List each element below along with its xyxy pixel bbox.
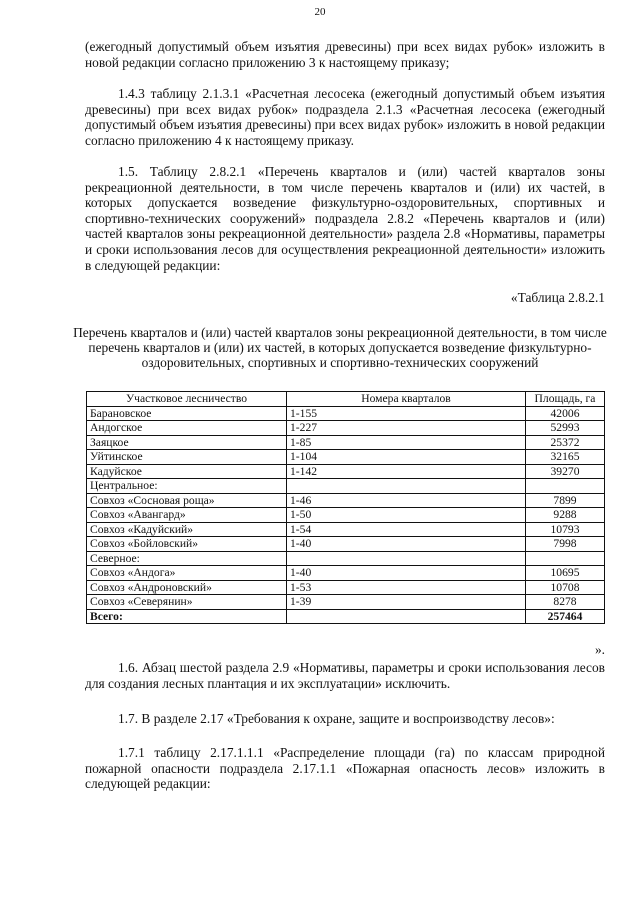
cell-forestry: Совхоз «Бойловский» xyxy=(87,537,287,552)
cell-forestry: Совхоз «Андога» xyxy=(87,566,287,581)
cell-forestry: Северное: xyxy=(87,551,287,566)
table-title: Перечень кварталов и (или) частей кварталов зоны рекреационной деятельности, в том числе перечень кварталов и (или) их частей, в которых допускается возведение физкультурно-оздоровительных, спортивных и спортивно-технических сооружений xyxy=(73,325,607,370)
recreation-quarters-table xyxy=(86,391,605,624)
cell-quarters: 1-104 xyxy=(287,450,526,465)
cell-forestry: Барановское xyxy=(87,406,287,421)
table-row xyxy=(87,406,605,421)
total-label: Всего: xyxy=(87,609,287,624)
cell-area: 7899 xyxy=(526,493,605,508)
cell-forestry: Совхоз «Андроновский» xyxy=(87,580,287,595)
cell-quarters xyxy=(287,551,526,566)
table-row xyxy=(87,421,605,436)
header-area: Площадь, га xyxy=(526,392,605,407)
cell-area: 9288 xyxy=(526,508,605,523)
table-row xyxy=(87,435,605,450)
cell-area: 32165 xyxy=(526,450,605,465)
cell-forestry: Совхоз «Северянин» xyxy=(87,595,287,610)
cell-quarters: 1-53 xyxy=(287,580,526,595)
cell-quarters: 1-54 xyxy=(287,522,526,537)
cell-quarters: 1-227 xyxy=(287,421,526,436)
cell-forestry: Заяцкое xyxy=(87,435,287,450)
table-row xyxy=(87,566,605,581)
cell-quarters: 1-85 xyxy=(287,435,526,450)
cell-area: 39270 xyxy=(526,464,605,479)
cell-quarters: 1-40 xyxy=(287,566,526,581)
cell-forestry: Андогское xyxy=(87,421,287,436)
cell-area: 25372 xyxy=(526,435,605,450)
cell-forestry: Уйтинское xyxy=(87,450,287,465)
cell-area xyxy=(526,479,605,494)
table-row xyxy=(87,580,605,595)
cell-quarters: 1-46 xyxy=(287,493,526,508)
total-quarters xyxy=(287,609,526,624)
cell-area: 10695 xyxy=(526,566,605,581)
paragraph-1-7-1: 1.7.1 таблицу 2.17.1.1.1 «Распределение площади (га) по классам природной пожарной опасности подраздела 2.17.1.1 «Пожарная опасность лесов» изложить в следующей редакции: xyxy=(85,745,605,792)
cell-forestry: Центральное: xyxy=(87,479,287,494)
table-label: «Таблица 2.8.2.1 xyxy=(510,290,605,305)
page-number: 20 xyxy=(314,6,326,18)
table-row xyxy=(87,450,605,465)
cell-forestry: Совхоз «Сосновая роща» xyxy=(87,493,287,508)
header-quarters: Номера кварталов xyxy=(287,392,526,407)
cell-area: 10793 xyxy=(526,522,605,537)
table-row xyxy=(87,537,605,552)
paragraph-1-4-3: 1.4.3 таблицу 2.1.3.1 «Расчетная лесосека (ежегодный допустимый объем изъятия древесины) при всех видах рубок» подраздела 2.1.3 «Расчетная лесосека (ежегодный допустимый объем изъятия древесины) при всех видах рубок» изложить в новой редакции согласно приложению 4 к настоящему приказу. xyxy=(85,86,605,148)
header-forestry: Участковое лесничество xyxy=(87,392,287,407)
cell-area: 42006 xyxy=(526,406,605,421)
cell-area: 10708 xyxy=(526,580,605,595)
paragraph-continuation: (ежегодный допустимый объем изъятия древесины) при всех видах рубок» изложить в новой редакции согласно приложению 3 к настоящему приказу; xyxy=(85,39,605,70)
table-row xyxy=(87,551,605,566)
paragraph-1-6: 1.6. Абзац шестой раздела 2.9 «Нормативы, параметры и сроки использования лесов для создания лесных плантация и их эксплуатации» исключить. xyxy=(85,660,605,691)
table-row xyxy=(87,595,605,610)
table-header-row xyxy=(87,392,605,407)
cell-area: 7998 xyxy=(526,537,605,552)
table-row xyxy=(87,493,605,508)
cell-area: 8278 xyxy=(526,595,605,610)
cell-quarters: 1-39 xyxy=(287,595,526,610)
table-row xyxy=(87,479,605,494)
cell-forestry: Совхоз «Авангард» xyxy=(87,508,287,523)
total-area: 257464 xyxy=(526,609,605,624)
cell-area: 52993 xyxy=(526,421,605,436)
table-total-row xyxy=(87,609,605,624)
cell-quarters: 1-40 xyxy=(287,537,526,552)
cell-quarters: 1-142 xyxy=(287,464,526,479)
cell-forestry: Совхоз «Кадуйский» xyxy=(87,522,287,537)
table-row xyxy=(87,508,605,523)
table-row xyxy=(87,464,605,479)
cell-quarters: 1-155 xyxy=(287,406,526,421)
table-closing-quote: ». xyxy=(594,642,605,657)
cell-quarters: 1-50 xyxy=(287,508,526,523)
cell-quarters xyxy=(287,479,526,494)
table-row xyxy=(87,522,605,537)
paragraph-1-7: 1.7. В разделе 2.17 «Требования к охране, защите и воспроизводству лесов»: xyxy=(118,711,555,726)
cell-forestry: Кадуйское xyxy=(87,464,287,479)
paragraph-1-5: 1.5. Таблицу 2.8.2.1 «Перечень кварталов и (или) частей кварталов зоны рекреационной деятельности, в том числе перечень кварталов и (или) их частей, в которых допускается возведение физкультурно-оздоровительных, спортивных и спортивно-технических сооружений» подраздела 2.8.2 «Перечень кварталов и (или) частей кварталов зоны рекреационной деятельности» раздела 2.8 «Нормативы, параметры и сроки использования лесов для осуществления рекреационной деятельности» изложить в следующей редакции: xyxy=(85,164,605,273)
cell-area xyxy=(526,551,605,566)
